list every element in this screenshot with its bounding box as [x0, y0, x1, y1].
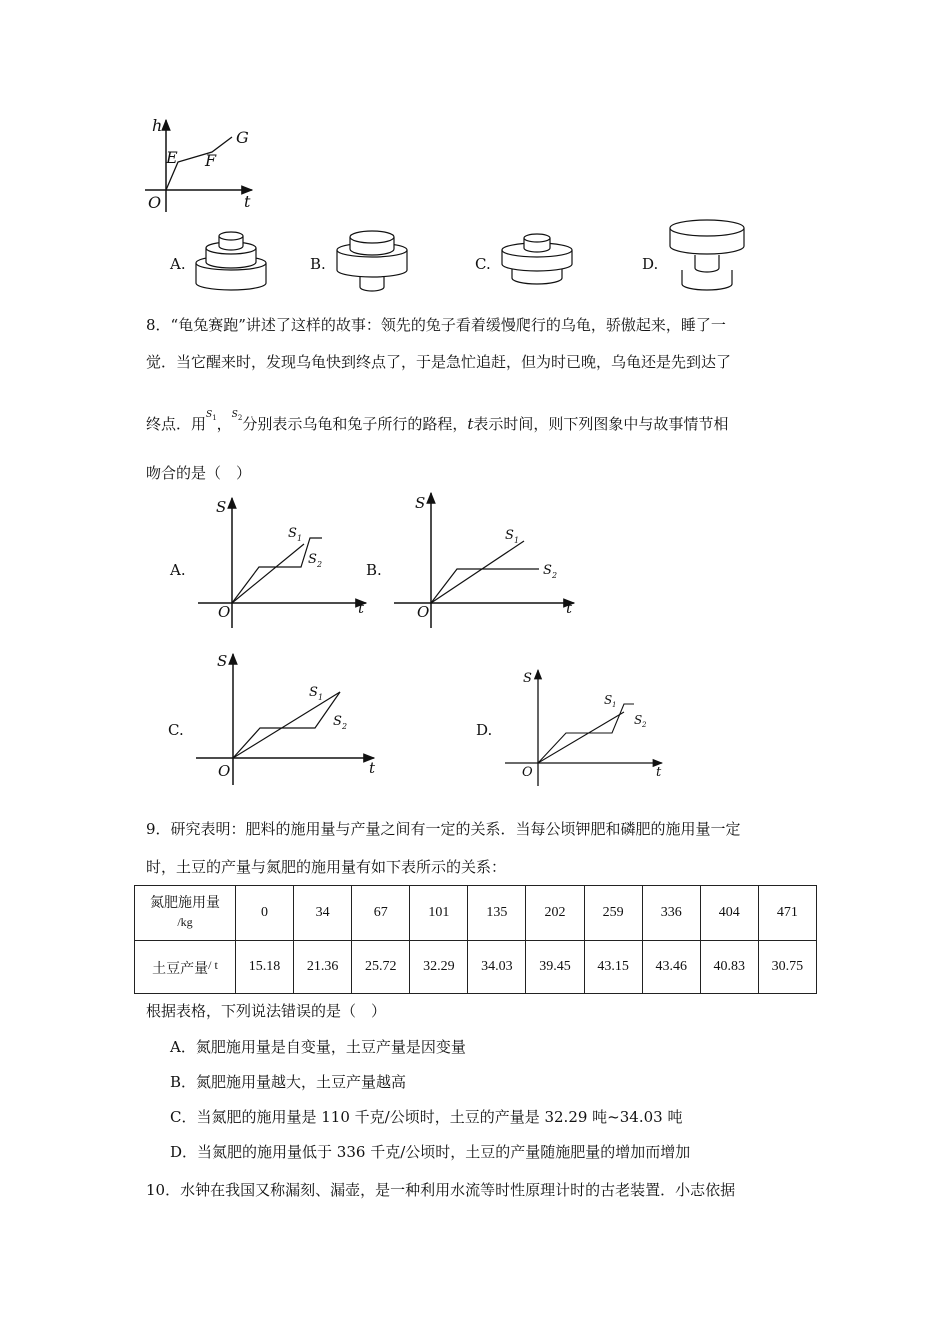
q8c-label-t: t: [369, 759, 376, 777]
q8-line-1: 8．“龟兔赛跑”讲述了这样的故事：领先的兔子看着缓慢爬行的乌龟，骄傲起来，睡了一: [146, 316, 726, 334]
q8-line-3-mid: 分别表示乌龟和兔子所行的路程，: [242, 415, 468, 433]
q8a-label-s: S: [216, 498, 227, 516]
q7-label-o: O: [148, 193, 162, 212]
q8c-label-s: S: [217, 652, 228, 670]
q8c-label-s2: S: [333, 714, 342, 729]
q8a-label-s2-sub: 2: [317, 560, 323, 569]
q9-row2-cell: 15.18: [236, 941, 294, 994]
q8-line-2: 觉．当它醒来时，发现乌龟快到终点了，于是急忙追赶，但为时已晚，乌龟还是先到达了: [146, 353, 732, 371]
q9-table: [134, 885, 817, 994]
q8-t: t: [467, 415, 474, 433]
q9-row2-cell: 32.29: [410, 941, 468, 994]
q8-option-d-label[interactable]: D.: [476, 721, 493, 739]
q9-row2-cell: 34.03: [468, 941, 526, 994]
q8-option-b-label[interactable]: B.: [366, 561, 382, 579]
q9-row2-cell: 30.75: [758, 941, 816, 994]
q9-row1-cell: 202: [526, 886, 584, 941]
q8-s1: S: [206, 410, 213, 420]
q7-option-d-label[interactable]: D.: [642, 255, 659, 273]
q8-comma: ，: [216, 415, 232, 433]
q9-row2-cell: 43.46: [642, 941, 700, 994]
q9-row1-cell: 336: [642, 886, 700, 941]
q9-choice-c[interactable]: C．当氮肥的施用量是 110 千克/公顷时，土豆的产量是 32.29 吨~34.03 吨: [170, 1108, 683, 1126]
q9-choice-d[interactable]: D．当氮肥的施用量低于 336 千克/公顷时，土豆的产量随施肥量的增加而增加: [170, 1143, 691, 1161]
q8-s2-sub: 2: [237, 414, 243, 422]
q8a-label-s1-sub: 1: [297, 534, 303, 543]
q9-row1-cell: 67: [352, 886, 410, 941]
q8d-label-s: S: [523, 671, 532, 686]
q7-label-t: t: [244, 192, 251, 211]
q9-row1-head-text: 氮肥施用量: [150, 896, 220, 911]
q8d-label-s1: S: [604, 693, 613, 707]
q8-line-3-start: 终点．用: [146, 415, 207, 433]
q7-option-b-label[interactable]: B.: [310, 255, 326, 273]
q8-option-c-label[interactable]: C.: [168, 721, 184, 739]
q9-row2-cell: 39.45: [526, 941, 584, 994]
q9-row2-unit: / t: [208, 957, 218, 972]
q8d-label-o: O: [522, 765, 533, 780]
q9-row1-cell: 471: [758, 886, 816, 941]
q8c-label-s1-sub: 1: [318, 693, 324, 702]
q9-row2-cell: 25.72: [352, 941, 410, 994]
q8b-label-o: O: [417, 603, 430, 621]
q8d-label-s2-sub: 2: [642, 721, 647, 729]
q8b-label-s: S: [415, 494, 426, 512]
q7-label-e: E: [166, 148, 178, 167]
q8a-label-t: t: [358, 599, 365, 617]
q8-line-4: 吻合的是（ ）: [146, 464, 252, 482]
q9-row2-header: [135, 941, 236, 994]
q8b-label-s2: S: [543, 563, 552, 578]
q9-row2-head-text: 土豆产量: [152, 961, 209, 977]
q7-option-a-label[interactable]: A.: [170, 255, 186, 273]
q9-line-2: 时，土豆的产量与氮肥的施用量有如下表所示的关系：: [146, 858, 507, 876]
q9-table-row-nitrogen: [135, 886, 817, 941]
q8-s1-sub: 1: [212, 414, 217, 422]
q7-label-g: G: [236, 128, 249, 147]
q9-row1-cell: 101: [410, 886, 468, 941]
q8-s2: S: [231, 410, 238, 420]
q8a-label-o: O: [218, 603, 231, 621]
q8d-label-t: t: [656, 765, 662, 780]
q7-label-h: h: [152, 116, 163, 135]
q7-option-c-label[interactable]: C.: [475, 255, 491, 273]
q9-line-1: 9．研究表明：肥料的施用量与产量之间有一定的关系．当每公顷钾肥和磷肥的施用量一定: [146, 820, 741, 838]
q8d-label-s2: S: [634, 713, 643, 727]
q9-choice-b[interactable]: B．氮肥施用量越大，土豆产量越高: [170, 1073, 407, 1091]
q9-row1-unit: /kg: [177, 915, 193, 929]
q9-choice-a[interactable]: A．氮肥施用量是自变量，土豆产量是因变量: [170, 1038, 466, 1056]
q9-row1-cell: 259: [584, 886, 642, 941]
q8d-label-s1-sub: 1: [612, 701, 617, 709]
q8c-label-s1: S: [309, 685, 318, 700]
q8-line-3-end: 表示时间，则下列图象中与故事情节相: [473, 415, 729, 433]
q9-row2-cell: 43.15: [584, 941, 642, 994]
q8a-label-s2: S: [308, 552, 317, 567]
q9-table-row-potato: [135, 941, 817, 994]
q8d-s1-line: [538, 712, 624, 763]
q8b-label-t: t: [566, 599, 573, 617]
q9-row2-cell: 21.36: [294, 941, 352, 994]
q9-row1-cell: 404: [700, 886, 758, 941]
q8a-label-s1: S: [288, 526, 297, 541]
q9-row1-cell: 34: [294, 886, 352, 941]
q8b-label-s2-sub: 2: [552, 571, 558, 580]
q8c-label-o: O: [218, 762, 231, 780]
q9-row2-cell: 40.83: [700, 941, 758, 994]
q10-line-1: 10．水钟在我国又称漏刻、漏壶，是一种利用水流等时性原理计时的古老装置．小志依据: [146, 1181, 736, 1199]
q8-option-a-label[interactable]: A.: [170, 561, 186, 579]
q9-row1-cell: 135: [468, 886, 526, 941]
q7-label-f: F: [205, 151, 217, 170]
q9-row1-cell: 0: [236, 886, 294, 941]
q8b-label-s1: S: [505, 528, 514, 543]
q8c-label-s2-sub: 2: [342, 722, 348, 731]
q9-row1-header: [135, 886, 236, 941]
q8b-label-s1-sub: 1: [514, 536, 520, 545]
q9-question: 根据表格，下列说法错误的是（ ）: [146, 1002, 387, 1020]
